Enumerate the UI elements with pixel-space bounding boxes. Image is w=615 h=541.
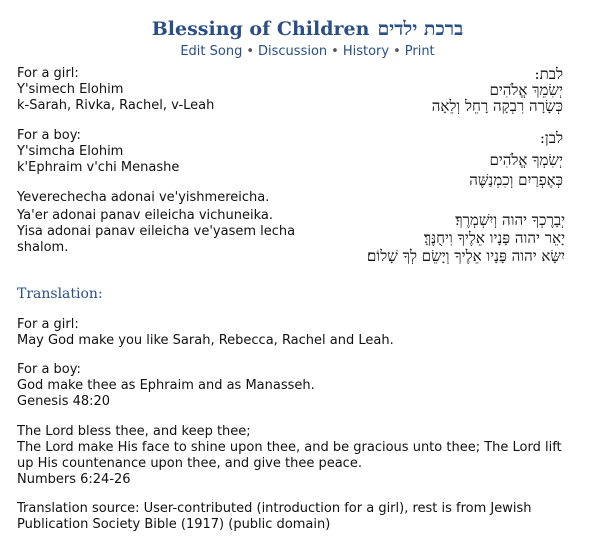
translation-boy-label: For a boy: [17,362,81,377]
priestly-line: Yisa adonai panav eileicha ve'yasem lecha [17,224,296,239]
priestly-line: Yeverechecha adonai ve'yishmereicha. [17,190,270,205]
boy-hebrew-line: יְשִׂמְךָ אֱלֹהִים [489,151,563,169]
translation-girl [17,317,602,349]
boy-hebrew-line: כְּאֶפְרַיִם וְכִמְנַשֶּׁה [469,171,563,189]
translation-source [17,501,602,533]
boy-line: k'Ephraim v'chi Menashe [17,160,180,175]
title-english: Blessing of Children [151,18,370,40]
translation-boy-ref: Genesis 48:20 [17,394,111,409]
edit-song-link[interactable]: Edit Song [180,44,243,59]
translation-blessing-ref: Numbers 6:24-26 [17,472,131,487]
priestly-line: Ya'er adonai panav eileicha vichuneika. [17,208,274,223]
translation-blessing [17,424,602,488]
boy-transliteration [17,128,179,176]
boy-hebrew-label: לבן: [539,129,563,147]
discussion-link[interactable]: Discussion [258,44,328,59]
title-hebrew: ברכת ילדים [377,18,464,40]
history-link[interactable]: History [342,44,390,59]
girl-line: k-Sarah, Rivka, Rachel, v-Leah [17,98,215,113]
page-title [0,17,615,41]
translation-blessing-line: The Lord make His face to shine upon thee, and be gracious unto thee; The Lord lift [17,440,562,455]
priestly-hebrew-line: יָאֵר יהוה פָּנָיו אֵלֶיךָ וִיחֻנֶּךָּ׃ [423,229,565,247]
girl-hebrew-label: לבת: [534,65,563,83]
translation-blessing-line: The Lord bless thee, and keep thee; [17,424,251,439]
girl-line: Y'simech Elohim [17,82,124,97]
boy-hebrew [469,130,563,188]
nav-separator: • [246,44,255,59]
translation-girl-text: May God make you like Sarah, Rebecca, Rachel and Leah. [17,333,394,348]
translation-boy-text: God make thee as Ephraim and as Manasseh. [17,378,315,393]
nav-separator: • [393,44,401,59]
boy-line: Y'simcha Elohim [17,144,124,159]
priestly-transliteration [17,190,295,256]
girl-hebrew-line: יְשִׂמֵךְ אֱלֹהִים [489,81,563,99]
translation-boy [17,362,602,410]
boy-label: For a boy: [17,128,81,143]
priestly-line: shalom. [17,240,69,255]
translation-blessing-line: up His countenance upon thee, and give thee peace. [17,456,362,471]
girl-label: For a girl: [17,66,79,81]
nav-separator: • [331,44,339,59]
priestly-hebrew-line: יִשָּׂא יהוה פָּנָיו אֵלֶיךָ וְיָשֵׂם לְךָ שָׁלוֹם׃ [367,247,565,265]
translation-heading: Translation: [17,286,103,302]
girl-hebrew [432,66,563,114]
translation-girl-label: For a girl: [17,317,79,332]
priestly-hebrew [367,212,565,264]
girl-hebrew-line: כְּשָׂרָה רִבְקָה רָחֵל וְלֵאָה [431,97,563,115]
page-nav [0,44,615,60]
girl-transliteration [17,66,214,114]
translation-source-line: Publication Society Bible (1917) (public domain) [17,517,331,532]
print-link[interactable]: Print [404,44,435,59]
translation-source-line: Translation source: User-contributed (introduction for a girl), rest is from Jewish [17,501,532,516]
priestly-hebrew-line: יְבָרֶכְךָ יהוה וְיִשְׁמְרֶךָ׃ [455,211,565,229]
